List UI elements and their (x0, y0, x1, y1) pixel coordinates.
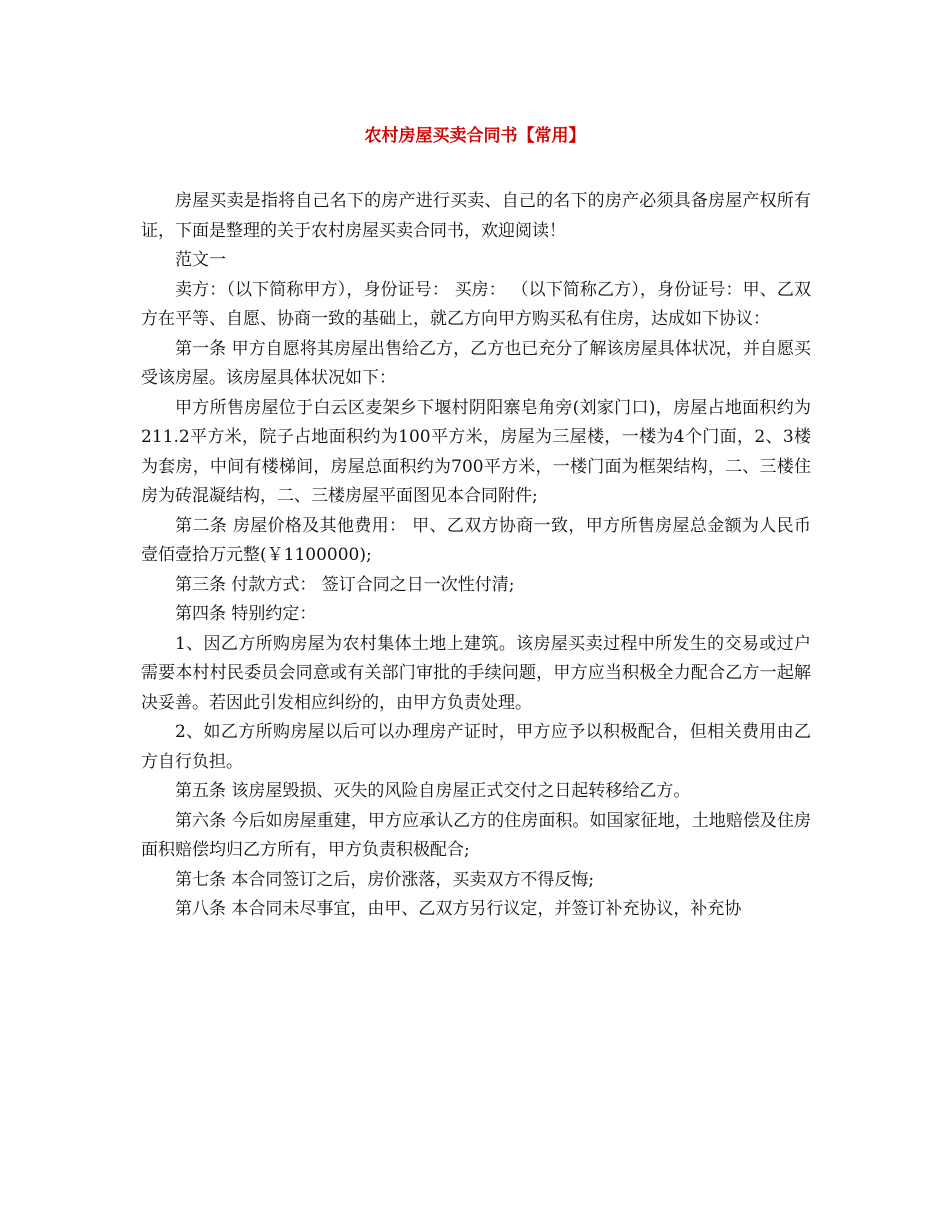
paragraph-article-4: 第四条 特别约定： (175, 604, 317, 624)
paragraph-article-2: 第二条 房屋价格及其他费用： 甲、乙双方协商一致，甲方所售房屋总金额为人民币壹佰壹拾万元整(￥1100000); (141, 515, 811, 565)
document-title: 农村房屋买卖合同书【常用】 (364, 126, 586, 146)
paragraph-article-4-item-1: 1、因乙方所购房屋为农村集体土地上建筑。该房屋买卖过程中所发生的交易或过户需要本村村民委员会同意或有关部门审批的手续问题，甲方应当积极全力配合乙方一起解决妥善。若因此引发相应纠纷的，由甲方负责处理。 (141, 633, 811, 713)
paragraph-parties: 卖方：（以下简称甲方），身份证号： 买房： （以下简称乙方），身份证号：甲、乙双方在平等、自愿、协商一致的基础上，就乙方向甲方购买私有住房，达成如下协议： (141, 279, 811, 329)
document-body (141, 187, 811, 925)
paragraph-article-1: 第一条 甲方自愿将其房屋出售给乙方，乙方也已充分了解该房屋具体状况，并自愿买受该房屋。该房屋具体状况如下： (141, 338, 811, 388)
paragraph-article-4-item-2: 2、如乙方所购房屋以后可以办理房产证时，甲方应予以积极配合，但相关费用由乙方自行负担。 (141, 722, 811, 772)
paragraph-article-7: 第七条 本合同签订之后，房价涨落，买卖双方不得反悔; (175, 869, 595, 890)
paragraph-article-6: 第六条 今后如房屋重建，甲方应承认乙方的住房面积。如国家征地，土地赔偿及住房面积赔偿均归乙方所有，甲方负责积极配合; (141, 810, 811, 860)
paragraph-intro: 房屋买卖是指将自己名下的房产进行买卖、自己的名下的房产必须具备房屋产权所有证，下面是整理的关于农村房屋买卖合同书，欢迎阅读！ (141, 191, 811, 241)
paragraph-article-5: 第五条 该房屋毁损、灭失的风险自房屋正式交付之日起转移给乙方。 (175, 781, 691, 801)
paragraph-sample-heading: 范文一 (175, 250, 226, 270)
paragraph-article-3: 第三条 付款方式： 签订合同之日一次性付清; (175, 574, 515, 595)
paragraph-article-8: 第八条 本合同未尽事宜，由甲、乙双方另行议定，并签订补充协议，补充协 (175, 899, 742, 919)
paragraph-property-details: 甲方所售房屋位于白云区麦架乡下堰村阴阳寨皂角旁(刘家门口)，房屋占地面积约为211.2平方米，院子占地面积约为100平方米，房屋为三屋楼，一楼为4个门面，2、3楼为套房，中间有楼梯间，房屋总面积约为700平方米，一楼门面为框架结构，二、三楼住房为砖混凝结构，二、三楼房屋平面图见本合同附件; (141, 397, 811, 506)
